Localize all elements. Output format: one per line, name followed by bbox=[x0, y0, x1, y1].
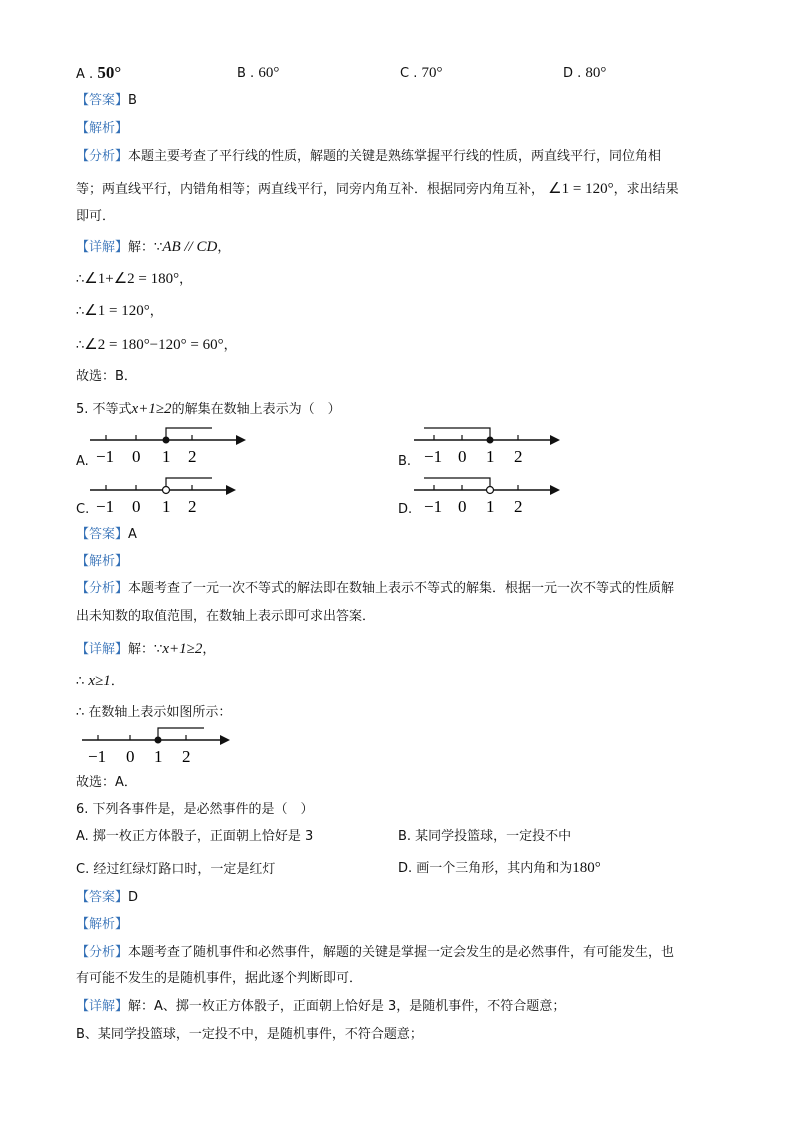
q6-fenxi-line2: 有可能不发生的是随机事件，据此逐个判断即可． bbox=[76, 971, 363, 986]
tick-label: 1 bbox=[162, 447, 171, 466]
q4-answer: 【答案】B bbox=[76, 93, 137, 108]
q5-option-a-letter: A. bbox=[76, 454, 89, 469]
tick-label: 0 bbox=[132, 447, 141, 466]
q4-option-d-value: 80° bbox=[585, 65, 607, 81]
q6-option-d: D. 画一个三角形，其内角和为180° bbox=[398, 860, 601, 876]
q6-stem: 6. 下列各事件是，是必然事件的是（ ） bbox=[76, 802, 314, 817]
q4-option-b: B . 60° bbox=[237, 65, 280, 81]
tick-label: 0 bbox=[126, 747, 135, 766]
q5-option-a-numberline bbox=[88, 420, 248, 468]
tick-label: −1 bbox=[424, 447, 443, 466]
tick-label: 0 bbox=[458, 497, 467, 516]
q5-option-d-numberline bbox=[412, 470, 572, 518]
q4-option-d: D . 80° bbox=[563, 65, 607, 81]
tick-label: 2 bbox=[514, 447, 523, 466]
q5-option-b-numberline bbox=[412, 420, 572, 468]
tick-label: 0 bbox=[132, 497, 141, 516]
tick-label: 2 bbox=[514, 497, 523, 516]
q4-detail-line4: ∴∠2 = 180°−120° = 60°， bbox=[76, 337, 237, 353]
q4-option-c-value: 70° bbox=[421, 65, 443, 81]
q6-detail-line2: B、某同学投篮球，一定投不中，是随机事件，不符合题意； bbox=[76, 1027, 423, 1042]
q4-detail-line3: ∴∠1 = 120°， bbox=[76, 303, 163, 319]
q4-fenxi-line3: 即可． bbox=[76, 209, 116, 224]
q5-option-b-letter: B. bbox=[398, 454, 412, 469]
q5-answer: 【答案】A bbox=[76, 527, 137, 542]
tick-label: 2 bbox=[182, 747, 191, 766]
q5-detail-line2: ∴ x≥1． bbox=[76, 673, 124, 689]
q6-answer: 【答案】D bbox=[76, 890, 139, 905]
q4-option-c: C . 70° bbox=[400, 65, 443, 81]
q6-fenxi-line1: 【分析】本题考查了随机事件和必然事件，解题的关键是掌握一定会发生的是必然事件，有可能发生，也 bbox=[76, 945, 675, 960]
q5-fenxi-line2: 出未知数的取值范围，在数轴上表示即可求出答案． bbox=[76, 609, 376, 624]
tick-label: 1 bbox=[486, 447, 495, 466]
q4-option-b-value: 60° bbox=[258, 65, 280, 81]
q4-analysis-tag: 【解析】 bbox=[76, 121, 129, 136]
q6-detail-line1: 【详解】解：A、掷一枚正方体骰子，正面朝上恰好是 3，是随机事件，不符合题意； bbox=[76, 999, 566, 1014]
q5-option-d-letter: D. bbox=[398, 502, 413, 517]
q5-solution-numberline bbox=[80, 720, 240, 768]
tick-label: 0 bbox=[458, 447, 467, 466]
q5-option-c-letter: C. bbox=[76, 502, 90, 517]
q5-detail-line1: 【详解】解：∵x+1≥2， bbox=[76, 641, 216, 657]
tick-label: 2 bbox=[188, 497, 197, 516]
q5-option-c-numberline bbox=[88, 470, 248, 518]
q6-option-b: B. 某同学投篮球，一定投不中 bbox=[398, 829, 572, 844]
tick-label: −1 bbox=[96, 497, 115, 516]
tick-label: 1 bbox=[154, 747, 163, 766]
q4-option-a-value: 50° bbox=[97, 63, 122, 82]
q6-analysis-tag: 【解析】 bbox=[76, 917, 129, 932]
q4-fenxi-line2: 等；两直线平行，内错角相等；两直线平行，同旁内角互补．根据同旁内角互补， ∠1 = 120°，求出结果 bbox=[76, 181, 679, 197]
q5-fenxi-line1: 【分析】本题考查了一元一次不等式的解法即在数轴上表示不等式的解集．根据一元一次不等式的性质解 bbox=[76, 581, 675, 596]
q5-analysis-tag: 【解析】 bbox=[76, 554, 129, 569]
tick-label: −1 bbox=[424, 497, 443, 516]
q5-choose: 故选：A． bbox=[76, 775, 137, 790]
q5-stem: 5. 不等式x+1≥2的解集在数轴上表示为（ ） bbox=[76, 401, 341, 417]
tick-label: 1 bbox=[162, 497, 171, 516]
tick-label: −1 bbox=[96, 447, 115, 466]
tick-label: 2 bbox=[188, 447, 197, 466]
tick-label: −1 bbox=[88, 747, 107, 766]
q5-detail-line3: ∴ 在数轴上表示如图所示： bbox=[76, 705, 232, 720]
q4-detail-line2: ∴∠1+∠2 = 180°， bbox=[76, 271, 193, 287]
q6-option-c: C. 经过红绿灯路口时，一定是红灯 bbox=[76, 862, 276, 877]
tick-label: 1 bbox=[486, 497, 495, 516]
q6-option-a: A. 掷一枚正方体骰子，正面朝上恰好是 3 bbox=[76, 829, 314, 844]
q4-detail-line1: 【详解】解：∵AB // CD， bbox=[76, 239, 231, 255]
q4-option-a: A . 50° bbox=[76, 63, 122, 82]
q4-fenxi-line1: 【分析】本题主要考查了平行线的性质，解题的关键是熟练掌握平行线的性质，两直线平行，同位角相 bbox=[76, 149, 662, 164]
q4-choose: 故选：B． bbox=[76, 369, 137, 384]
